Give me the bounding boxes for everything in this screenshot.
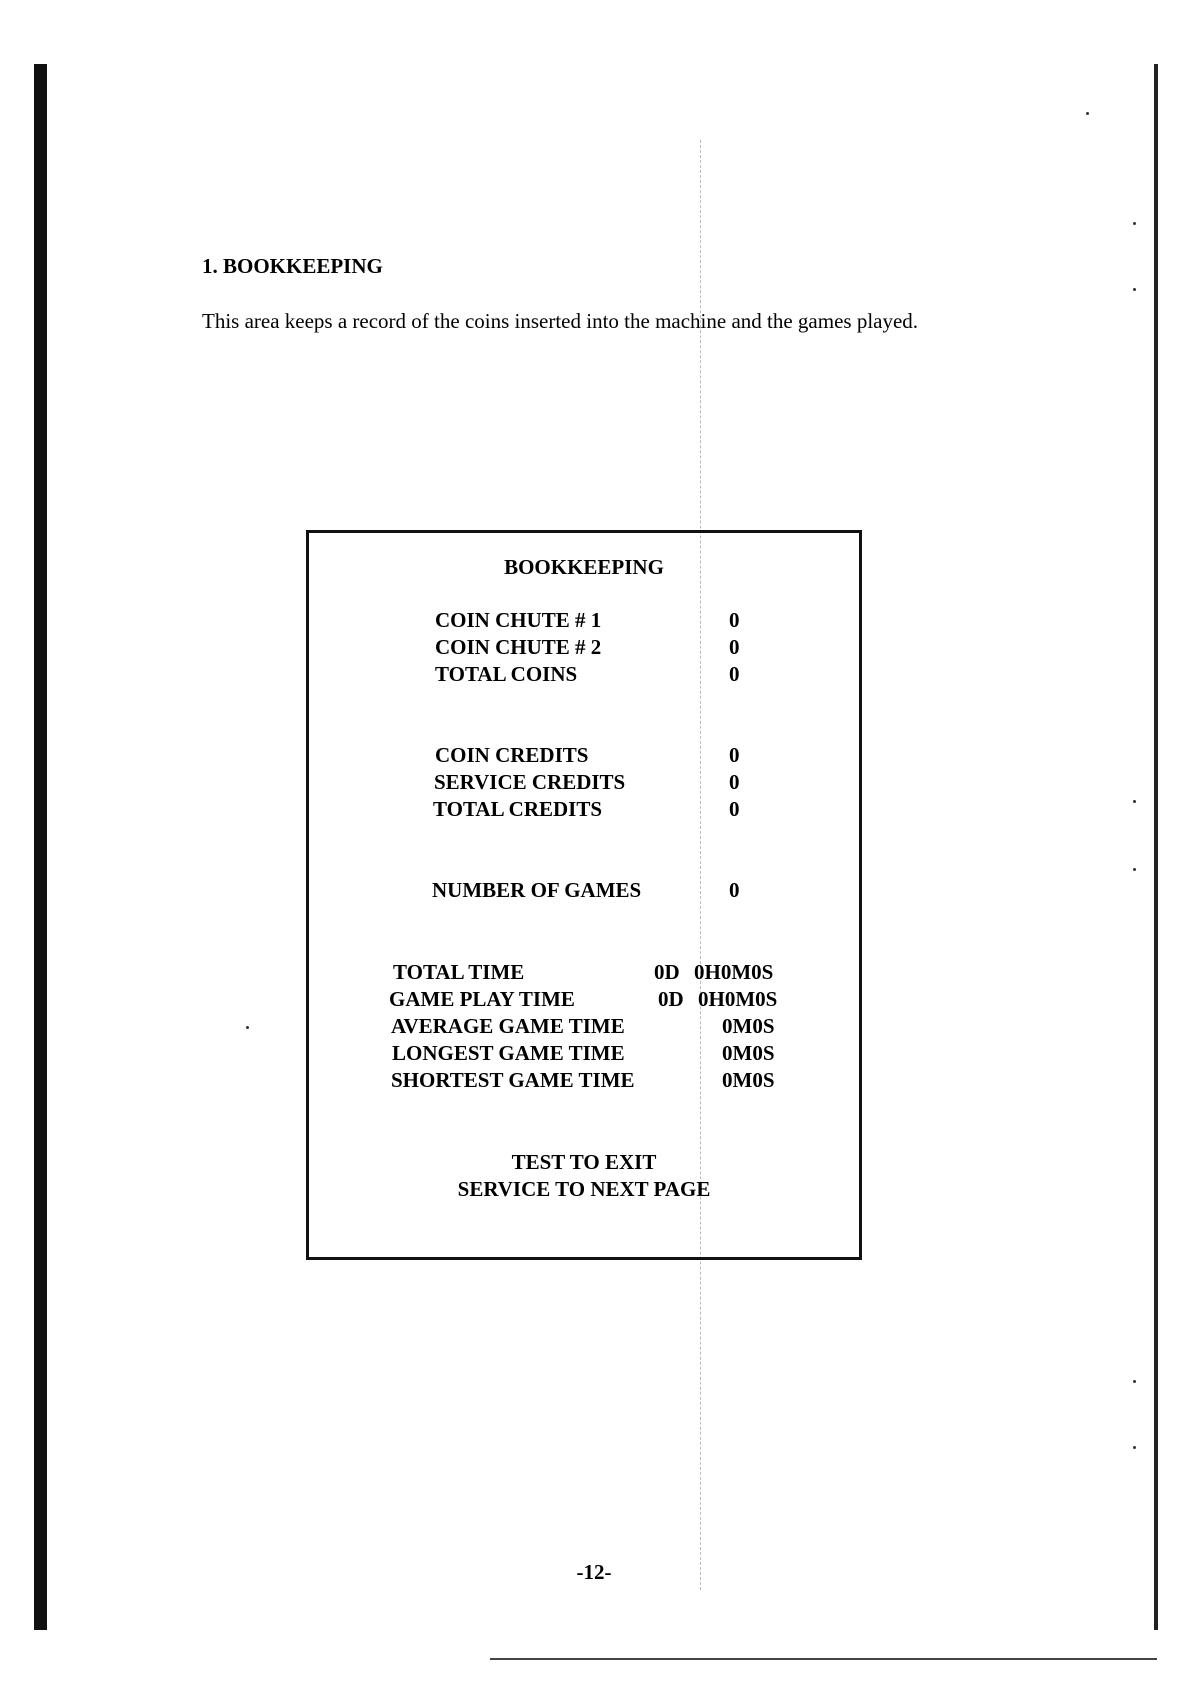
test-to-exit-instruction: TEST TO EXIT: [511, 1150, 657, 1174]
total-coins-label: TOTAL COINS: [435, 662, 578, 686]
number-of-games-value: 0: [729, 878, 740, 902]
coin-chute-1-label: COIN CHUTE # 1: [435, 608, 602, 632]
scan-speck: [1133, 222, 1136, 225]
total-time-label: TOTAL TIME: [393, 960, 525, 984]
scan-left-binding-bar: [34, 64, 47, 1630]
average-game-time-value: 0M0S: [722, 1014, 775, 1038]
page-number: -12-: [576, 1560, 612, 1584]
scan-speck: [1086, 112, 1089, 115]
average-game-time-label: AVERAGE GAME TIME: [391, 1014, 625, 1038]
shortest-game-time-value: 0M0S: [722, 1068, 775, 1092]
number-of-games-label: NUMBER OF GAMES: [432, 878, 642, 902]
coin-credits-value: 0: [729, 743, 740, 767]
total-credits-value: 0: [729, 797, 740, 821]
coin-chute-2-value: 0: [729, 635, 740, 659]
longest-game-time-label: LONGEST GAME TIME: [392, 1041, 625, 1065]
scan-speck: [1133, 868, 1136, 871]
scan-right-edge-bar: [1154, 64, 1158, 1630]
total-time-days: 0D: [654, 960, 680, 984]
coin-chute-2-label: COIN CHUTE # 2: [435, 635, 602, 659]
coin-chute-1-value: 0: [729, 608, 740, 632]
longest-game-time-value: 0M0S: [722, 1041, 775, 1065]
scan-speck: [1133, 1380, 1136, 1383]
coin-credits-label: COIN CREDITS: [435, 743, 589, 767]
total-time-value: 0H0M0S: [694, 960, 774, 984]
scan-speck: [1133, 288, 1136, 291]
service-next-page-instruction: SERVICE TO NEXT PAGE: [457, 1177, 711, 1201]
total-coins-value: 0: [729, 662, 740, 686]
intro-paragraph: This area keeps a record of the coins inserted into the machine and the games played.: [202, 309, 919, 333]
scan-bottom-edge-line: [490, 1658, 1157, 1660]
total-credits-label: TOTAL CREDITS: [433, 797, 603, 821]
scan-speck: [1133, 1446, 1136, 1449]
scan-speck: [246, 1026, 249, 1029]
shortest-game-time-label: SHORTEST GAME TIME: [391, 1068, 635, 1092]
game-play-time-label: GAME PLAY TIME: [389, 987, 575, 1011]
scan-speck: [1133, 800, 1136, 803]
service-credits-value: 0: [729, 770, 740, 794]
game-play-time-days: 0D: [658, 987, 684, 1011]
screen-title: BOOKKEEPING: [504, 555, 664, 579]
section-heading: 1. BOOKKEEPING: [202, 254, 383, 278]
service-credits-label: SERVICE CREDITS: [434, 770, 626, 794]
game-play-time-value: 0H0M0S: [698, 987, 778, 1011]
